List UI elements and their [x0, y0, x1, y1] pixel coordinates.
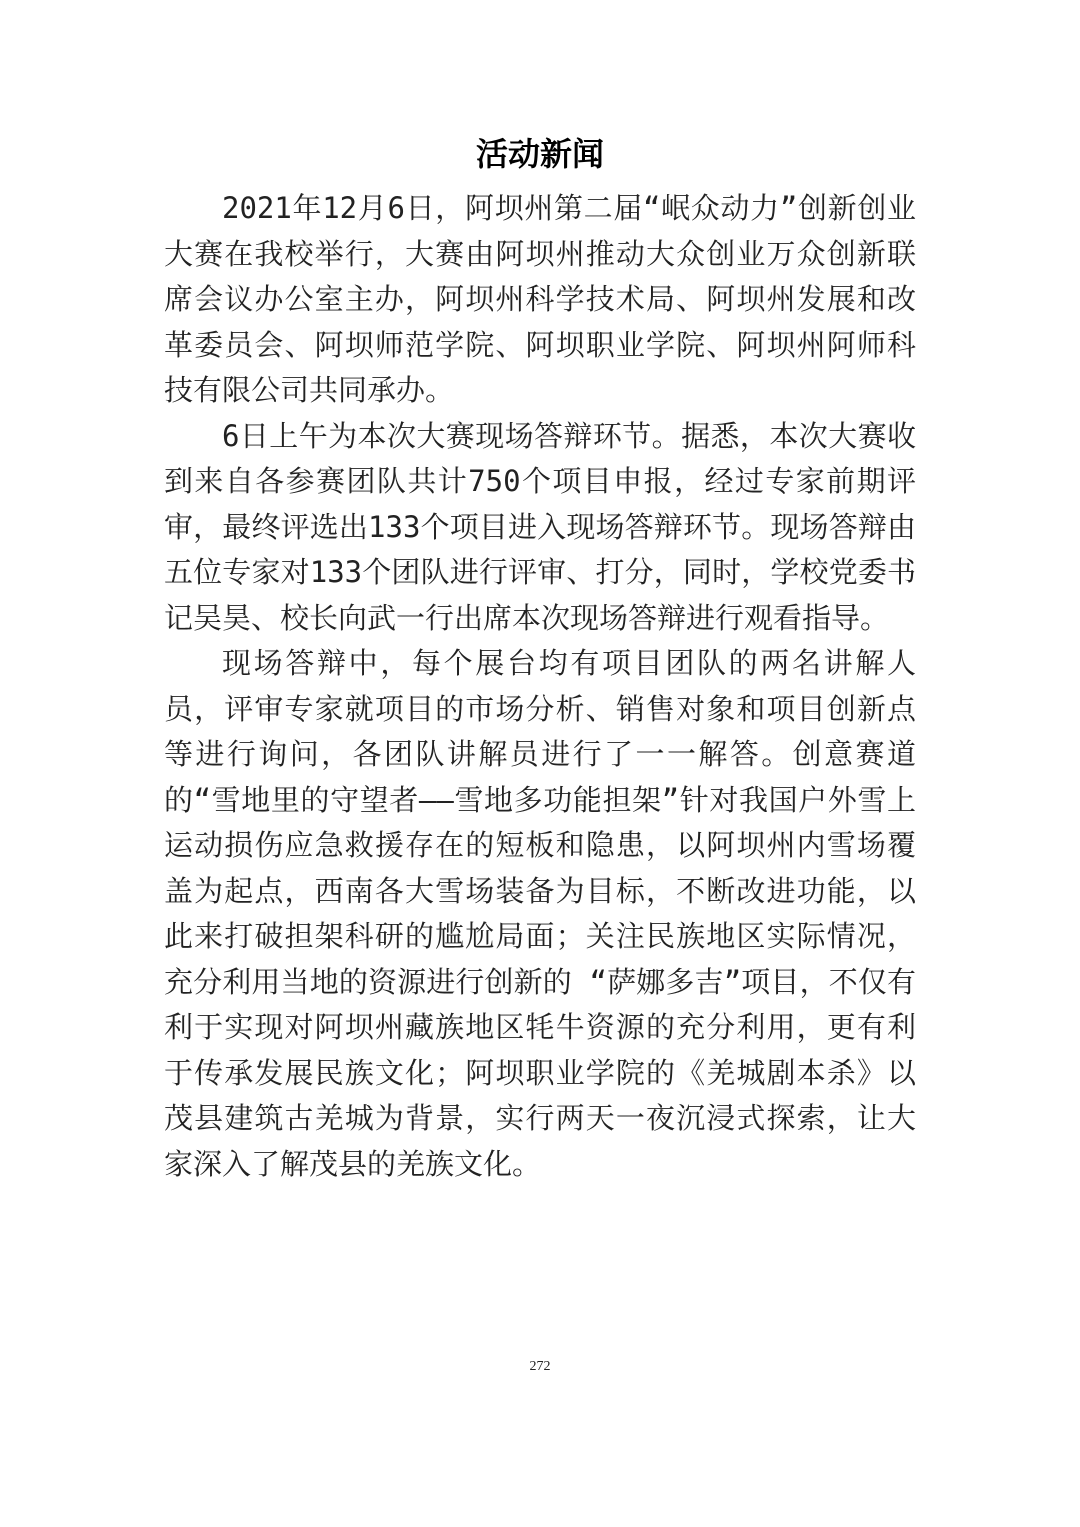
article-body	[164, 186, 916, 1187]
paragraph-3: 现场答辩中，每个展台均有项目团队的两名讲解人员，评审专家就项目的市场分析、销售对象和项目创新点等进行询问，各团队讲解员进行了一一解答。创意赛道的“雪地里的守望者——雪地多功能担架”针对我国户外雪上运动损伤应急救援存在的短板和隐患，以阿坝州内雪场覆盖为起点，西南各大雪场装备为目标，不断改进功能，以此来打破担架科研的尴尬局面；关注民族地区实际情况，充分利用当地的资源进行创新的 “萨娜多吉”项目，不仅有利于实现对阿坝州藏族地区牦牛资源的充分利用，更有利于传承发展民族文化；阿坝职业学院的《羌城剧本杀》以茂县建筑古羌城为背景，实行两天一夜沉浸式探索，让大家深入了解茂县的羌族文化。	[164, 646, 916, 1181]
paragraph-1: 2021年12月6日，阿坝州第二届“岷众动力”创新创业大赛在我校举行，大赛由阿坝州推动大众创业万众创新联席会议办公室主办，阿坝州科学技术局、阿坝州发展和改革委员会、阿坝师范学院、阿坝职业学院、阿坝州阿师科技有限公司共同承办。	[164, 191, 916, 407]
page-number: 272	[529, 1359, 551, 1374]
paragraph-2: 6日上午为本次大赛现场答辩环节。据悉，本次大赛收到来自各参赛团队共计750个项目申报，经过专家前期评审，最终评选出133个项目进入现场答辩环节。现场答辩由五位专家对133个团队进行评审、打分，同时，学校党委书记吴昊、校长向武一行出席本次现场答辩进行观看指导。	[164, 418, 916, 635]
page-title: 活动新闻	[475, 135, 604, 173]
